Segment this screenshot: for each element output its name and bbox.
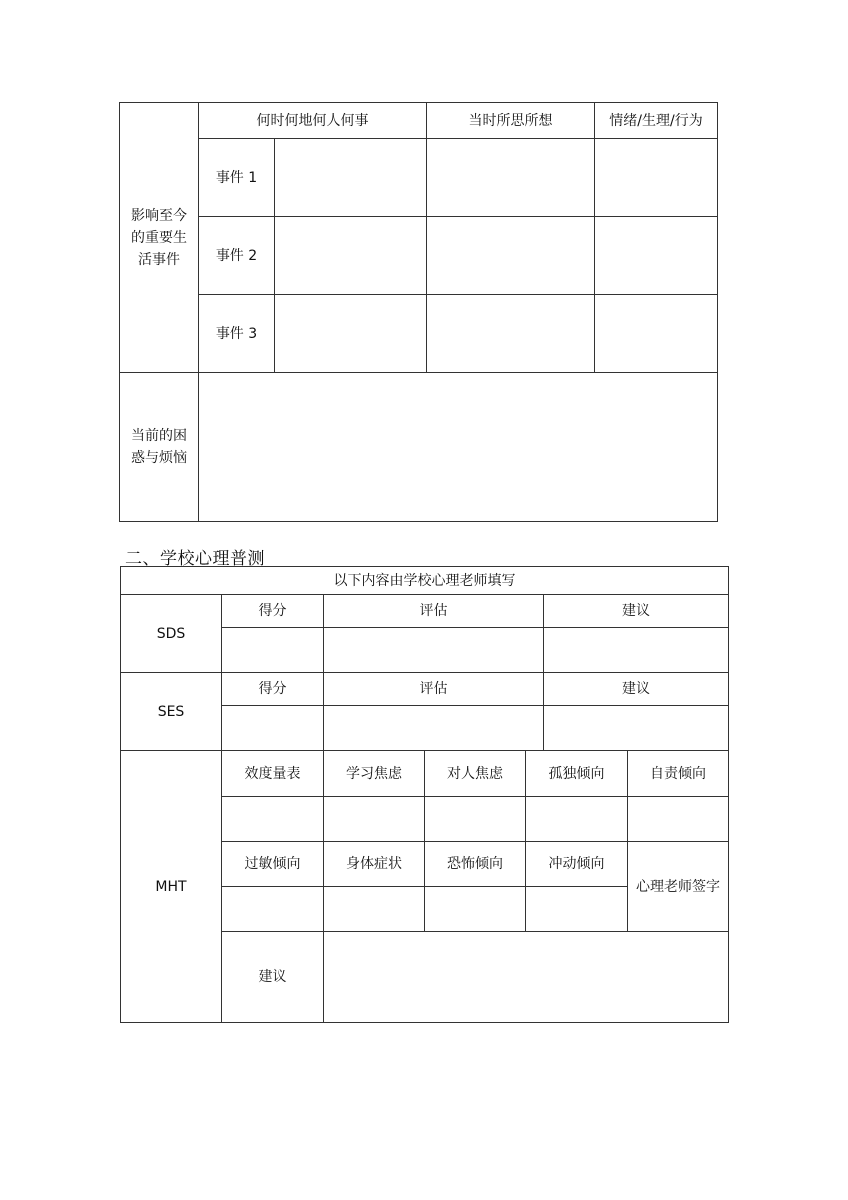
event-2-emotion-cell[interactable] xyxy=(595,217,718,295)
sds-label: SDS xyxy=(121,595,222,673)
ses-eval-header: 评估 xyxy=(324,673,544,706)
mht-impulse-header: 冲动倾向 xyxy=(526,842,628,887)
sds-advice-header: 建议 xyxy=(544,595,729,628)
mht-allergy-cell[interactable] xyxy=(222,887,324,932)
mht-phobia-cell[interactable] xyxy=(425,887,526,932)
event-2-thoughts-cell[interactable] xyxy=(427,217,595,295)
life-events-section-label: 影响至今 的重要生 活事件 xyxy=(120,103,199,373)
screening-table xyxy=(120,566,729,1023)
sds-eval-cell[interactable] xyxy=(324,628,544,673)
mht-self-blame-cell[interactable] xyxy=(628,797,729,842)
event-3-thoughts-cell[interactable] xyxy=(427,295,595,373)
ses-label: SES xyxy=(121,673,222,751)
mht-study-anxiety-cell[interactable] xyxy=(324,797,425,842)
mht-loneliness-header: 孤独倾向 xyxy=(526,751,628,797)
mht-impulse-cell[interactable] xyxy=(526,887,628,932)
mht-advice-cell[interactable] xyxy=(324,932,729,1023)
mht-phobia-header: 恐怖倾向 xyxy=(425,842,526,887)
event-3-what-cell[interactable] xyxy=(275,295,427,373)
mht-validity-header: 效度量表 xyxy=(222,751,324,797)
mht-label: MHT xyxy=(121,751,222,1023)
event-3-emotion-cell[interactable] xyxy=(595,295,718,373)
header-who-when: 何时何地何人何事 xyxy=(199,103,427,139)
event-1-what-cell[interactable] xyxy=(275,139,427,217)
mht-social-anxiety-header: 对人焦虑 xyxy=(425,751,526,797)
sds-advice-cell[interactable] xyxy=(544,628,729,673)
header-emotion: 情绪/生理/行为 xyxy=(595,103,718,139)
signature-label: 心理老师签字 xyxy=(628,842,729,932)
troubles-cell[interactable] xyxy=(199,373,718,522)
sds-score-cell[interactable] xyxy=(222,628,324,673)
mht-self-blame-header: 自责倾向 xyxy=(628,751,729,797)
mht-study-anxiety-header: 学习焦虑 xyxy=(324,751,425,797)
event-1-thoughts-cell[interactable] xyxy=(427,139,595,217)
event-label-2: 事件 2 xyxy=(199,217,275,295)
sds-score-header: 得分 xyxy=(222,595,324,628)
event-2-what-cell[interactable] xyxy=(275,217,427,295)
event-label-1: 事件 1 xyxy=(199,139,275,217)
mht-somatic-header: 身体症状 xyxy=(324,842,425,887)
troubles-label: 当前的困 惑与烦恼 xyxy=(120,373,199,522)
life-events-table xyxy=(119,102,718,522)
sds-eval-header: 评估 xyxy=(324,595,544,628)
ses-advice-header: 建议 xyxy=(544,673,729,706)
mht-validity-cell[interactable] xyxy=(222,797,324,842)
event-1-emotion-cell[interactable] xyxy=(595,139,718,217)
mht-allergy-header: 过敏倾向 xyxy=(222,842,324,887)
ses-score-header: 得分 xyxy=(222,673,324,706)
event-label-3: 事件 3 xyxy=(199,295,275,373)
mht-somatic-cell[interactable] xyxy=(324,887,425,932)
section-title: 二、学校心理普测 xyxy=(125,549,265,569)
ses-eval-cell[interactable] xyxy=(324,706,544,751)
mht-loneliness-cell[interactable] xyxy=(526,797,628,842)
ses-advice-cell[interactable] xyxy=(544,706,729,751)
header-thoughts: 当时所思所想 xyxy=(427,103,595,139)
teacher-note: 以下内容由学校心理老师填写 xyxy=(121,567,729,595)
ses-score-cell[interactable] xyxy=(222,706,324,751)
mht-social-anxiety-cell[interactable] xyxy=(425,797,526,842)
mht-advice-label: 建议 xyxy=(222,932,324,1023)
